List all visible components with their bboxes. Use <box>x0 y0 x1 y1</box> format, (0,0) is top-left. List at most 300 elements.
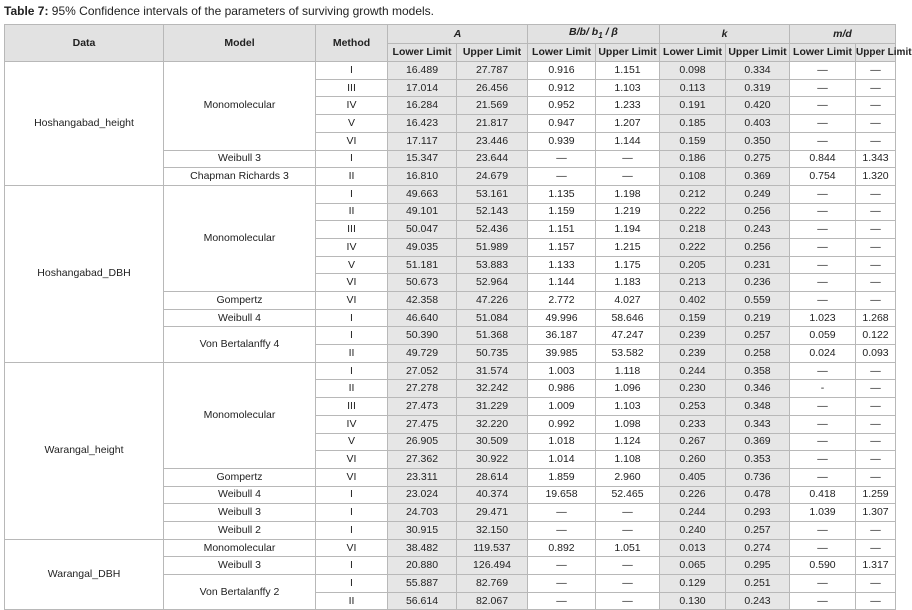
method-cell: IV <box>316 97 388 115</box>
md-lower-cell: — <box>790 451 856 469</box>
md-upper-cell: — <box>856 132 896 150</box>
k-upper-cell: 0.251 <box>726 575 790 593</box>
md-upper-cell: — <box>856 203 896 221</box>
k-lower-cell: 0.244 <box>660 504 726 522</box>
b-lower-cell: 1.009 <box>528 398 596 416</box>
method-cell: I <box>316 486 388 504</box>
b-upper-cell: 52.465 <box>596 486 660 504</box>
b-upper-cell: 1.118 <box>596 362 660 380</box>
a-lower-cell: 24.703 <box>388 504 457 522</box>
md-upper-cell: — <box>856 451 896 469</box>
method-cell: VI <box>316 468 388 486</box>
md-upper-cell: — <box>856 433 896 451</box>
k-lower-cell: 0.065 <box>660 557 726 575</box>
k-upper-cell: 0.319 <box>726 79 790 97</box>
header-A-lower: Lower Limit <box>388 44 457 62</box>
k-lower-cell: 0.233 <box>660 415 726 433</box>
md-upper-cell: — <box>856 380 896 398</box>
method-cell: VI <box>316 132 388 150</box>
k-upper-cell: 0.369 <box>726 433 790 451</box>
model-cell: Monomolecular <box>164 185 316 291</box>
model-cell: Von Bertalanffy 2 <box>164 575 316 610</box>
b-upper-cell: 1.103 <box>596 79 660 97</box>
method-cell: III <box>316 398 388 416</box>
a-lower-cell: 55.887 <box>388 575 457 593</box>
a-lower-cell: 27.278 <box>388 380 457 398</box>
a-upper-cell: 23.644 <box>457 150 528 168</box>
b-upper-cell: 1.198 <box>596 185 660 203</box>
b-lower-cell: 49.996 <box>528 309 596 327</box>
a-lower-cell: 26.905 <box>388 433 457 451</box>
md-lower-cell: — <box>790 433 856 451</box>
b-lower-cell: 0.916 <box>528 62 596 80</box>
method-cell: I <box>316 362 388 380</box>
a-upper-cell: 31.229 <box>457 398 528 416</box>
a-upper-cell: 31.574 <box>457 362 528 380</box>
method-cell: I <box>316 504 388 522</box>
b-lower-cell: — <box>528 150 596 168</box>
b-upper-cell: 1.124 <box>596 433 660 451</box>
k-lower-cell: 0.402 <box>660 292 726 310</box>
a-upper-cell: 32.150 <box>457 521 528 539</box>
md-upper-cell: — <box>856 292 896 310</box>
model-cell: Chapman Richards 3 <box>164 168 316 186</box>
b-lower-cell: — <box>528 168 596 186</box>
model-cell: Gompertz <box>164 468 316 486</box>
confidence-interval-table <box>4 24 912 610</box>
md-lower-cell: 0.418 <box>790 486 856 504</box>
method-cell: IV <box>316 238 388 256</box>
b-lower-cell: 0.892 <box>528 539 596 557</box>
k-lower-cell: 0.267 <box>660 433 726 451</box>
b-lower-cell: 1.859 <box>528 468 596 486</box>
md-lower-cell: — <box>790 575 856 593</box>
k-upper-cell: 0.231 <box>726 256 790 274</box>
md-lower-cell: 0.059 <box>790 327 856 345</box>
k-lower-cell: 0.230 <box>660 380 726 398</box>
md-lower-cell: — <box>790 415 856 433</box>
method-cell: VI <box>316 451 388 469</box>
a-lower-cell: 23.311 <box>388 468 457 486</box>
b-lower-cell: 0.912 <box>528 79 596 97</box>
b-upper-cell: 4.027 <box>596 292 660 310</box>
b-upper-cell: 1.096 <box>596 380 660 398</box>
method-cell: III <box>316 221 388 239</box>
header-B-upper: Upper Limit <box>596 44 660 62</box>
a-lower-cell: 16.423 <box>388 115 457 133</box>
a-upper-cell: 52.436 <box>457 221 528 239</box>
method-cell: II <box>316 380 388 398</box>
md-lower-cell: — <box>790 79 856 97</box>
k-upper-cell: 0.353 <box>726 451 790 469</box>
a-upper-cell: 21.817 <box>457 115 528 133</box>
k-upper-cell: 0.346 <box>726 380 790 398</box>
k-upper-cell: 0.256 <box>726 203 790 221</box>
b-lower-cell: 1.151 <box>528 221 596 239</box>
b-upper-cell: 1.098 <box>596 415 660 433</box>
md-upper-cell: 0.093 <box>856 345 896 363</box>
a-lower-cell: 20.880 <box>388 557 457 575</box>
method-cell: V <box>316 115 388 133</box>
k-lower-cell: 0.218 <box>660 221 726 239</box>
b-lower-cell: 0.992 <box>528 415 596 433</box>
md-upper-cell: 1.307 <box>856 504 896 522</box>
k-lower-cell: 0.253 <box>660 398 726 416</box>
b-upper-cell: — <box>596 521 660 539</box>
md-lower-cell: — <box>790 256 856 274</box>
header-model: Model <box>164 25 316 62</box>
header-md-upper: Upper Limit <box>856 44 896 62</box>
a-upper-cell: 82.067 <box>457 592 528 610</box>
a-upper-cell: 29.471 <box>457 504 528 522</box>
a-upper-cell: 32.220 <box>457 415 528 433</box>
k-upper-cell: 0.257 <box>726 521 790 539</box>
md-upper-cell: — <box>856 256 896 274</box>
k-lower-cell: 0.098 <box>660 62 726 80</box>
b-upper-cell: 1.207 <box>596 115 660 133</box>
k-upper-cell: 0.369 <box>726 168 790 186</box>
method-cell: II <box>316 592 388 610</box>
k-lower-cell: 0.013 <box>660 539 726 557</box>
k-lower-cell: 0.239 <box>660 345 726 363</box>
k-lower-cell: 0.205 <box>660 256 726 274</box>
a-lower-cell: 49.729 <box>388 345 457 363</box>
k-upper-cell: 0.348 <box>726 398 790 416</box>
b-lower-cell: 1.159 <box>528 203 596 221</box>
b-lower-cell: 1.144 <box>528 274 596 292</box>
b-upper-cell: 1.233 <box>596 97 660 115</box>
k-lower-cell: 0.185 <box>660 115 726 133</box>
k-lower-cell: 0.130 <box>660 592 726 610</box>
a-upper-cell: 26.456 <box>457 79 528 97</box>
b-lower-cell: — <box>528 557 596 575</box>
model-cell: Weibull 3 <box>164 150 316 168</box>
a-lower-cell: 38.482 <box>388 539 457 557</box>
a-upper-cell: 23.446 <box>457 132 528 150</box>
header-data: Data <box>5 25 164 62</box>
header-k: k <box>660 25 790 44</box>
md-lower-cell: — <box>790 274 856 292</box>
b-lower-cell: — <box>528 592 596 610</box>
header-B-lower: Lower Limit <box>528 44 596 62</box>
header-B-sub: 1 <box>598 31 603 41</box>
a-upper-cell: 126.494 <box>457 557 528 575</box>
k-upper-cell: 0.257 <box>726 327 790 345</box>
k-lower-cell: 0.113 <box>660 79 726 97</box>
method-cell: I <box>316 575 388 593</box>
header-md-lower: Lower Limit <box>790 44 856 62</box>
md-lower-cell: 0.754 <box>790 168 856 186</box>
md-lower-cell: 0.590 <box>790 557 856 575</box>
method-cell: I <box>316 557 388 575</box>
method-cell: VI <box>316 539 388 557</box>
k-lower-cell: 0.186 <box>660 150 726 168</box>
md-upper-cell: — <box>856 62 896 80</box>
a-lower-cell: 46.640 <box>388 309 457 327</box>
md-upper-cell: 0.122 <box>856 327 896 345</box>
header-A-upper: Upper Limit <box>457 44 528 62</box>
a-upper-cell: 53.161 <box>457 185 528 203</box>
a-lower-cell: 50.390 <box>388 327 457 345</box>
k-upper-cell: 0.350 <box>726 132 790 150</box>
a-upper-cell: 21.569 <box>457 97 528 115</box>
b-upper-cell: 1.219 <box>596 203 660 221</box>
a-upper-cell: 40.374 <box>457 486 528 504</box>
md-lower-cell: — <box>790 539 856 557</box>
data-cell: Hoshangabad_DBH <box>5 185 164 362</box>
b-lower-cell: 0.952 <box>528 97 596 115</box>
k-lower-cell: 0.222 <box>660 203 726 221</box>
b-lower-cell: 39.985 <box>528 345 596 363</box>
md-lower-cell: — <box>790 521 856 539</box>
b-lower-cell: 2.772 <box>528 292 596 310</box>
model-cell: Weibull 4 <box>164 486 316 504</box>
a-upper-cell: 51.989 <box>457 238 528 256</box>
model-cell: Gompertz <box>164 292 316 310</box>
a-upper-cell: 24.679 <box>457 168 528 186</box>
model-cell: Von Bertalanffy 4 <box>164 327 316 362</box>
model-cell: Weibull 3 <box>164 504 316 522</box>
k-lower-cell: 0.226 <box>660 486 726 504</box>
table-row <box>5 185 896 203</box>
md-upper-cell: — <box>856 592 896 610</box>
a-lower-cell: 23.024 <box>388 486 457 504</box>
md-lower-cell: — <box>790 185 856 203</box>
b-upper-cell: 1.175 <box>596 256 660 274</box>
md-lower-cell: 1.023 <box>790 309 856 327</box>
k-upper-cell: 0.274 <box>726 539 790 557</box>
data-cell: Warangal_DBH <box>5 539 164 610</box>
b-upper-cell: 1.215 <box>596 238 660 256</box>
b-upper-cell: — <box>596 504 660 522</box>
md-upper-cell: 1.259 <box>856 486 896 504</box>
a-upper-cell: 52.964 <box>457 274 528 292</box>
table-row <box>5 362 896 380</box>
k-lower-cell: 0.240 <box>660 521 726 539</box>
k-upper-cell: 0.219 <box>726 309 790 327</box>
b-lower-cell: 19.658 <box>528 486 596 504</box>
k-lower-cell: 0.212 <box>660 185 726 203</box>
md-lower-cell: 1.039 <box>790 504 856 522</box>
a-lower-cell: 27.362 <box>388 451 457 469</box>
method-cell: I <box>316 309 388 327</box>
b-upper-cell: 1.144 <box>596 132 660 150</box>
md-lower-cell: — <box>790 115 856 133</box>
model-cell: Weibull 4 <box>164 309 316 327</box>
b-upper-cell: 1.194 <box>596 221 660 239</box>
md-lower-cell: — <box>790 203 856 221</box>
method-cell: V <box>316 256 388 274</box>
b-lower-cell: 1.157 <box>528 238 596 256</box>
model-cell: Weibull 3 <box>164 557 316 575</box>
b-lower-cell: 36.187 <box>528 327 596 345</box>
md-lower-cell: — <box>790 221 856 239</box>
method-cell: II <box>316 345 388 363</box>
data-cell: Warangal_height <box>5 362 164 539</box>
md-lower-cell: — <box>790 62 856 80</box>
method-cell: IV <box>316 415 388 433</box>
a-upper-cell: 53.883 <box>457 256 528 274</box>
header-B-main: B/b/ b <box>569 26 599 38</box>
k-lower-cell: 0.222 <box>660 238 726 256</box>
k-upper-cell: 0.249 <box>726 185 790 203</box>
md-upper-cell: — <box>856 362 896 380</box>
a-upper-cell: 82.769 <box>457 575 528 593</box>
md-upper-cell: — <box>856 221 896 239</box>
b-lower-cell: 1.018 <box>528 433 596 451</box>
method-cell: III <box>316 79 388 97</box>
b-upper-cell: 58.646 <box>596 309 660 327</box>
a-lower-cell: 16.284 <box>388 97 457 115</box>
k-upper-cell: 0.478 <box>726 486 790 504</box>
header-method: Method <box>316 25 388 62</box>
k-lower-cell: 0.191 <box>660 97 726 115</box>
data-cell: Hoshangabad_height <box>5 62 164 186</box>
a-lower-cell: 27.475 <box>388 415 457 433</box>
md-upper-cell: — <box>856 238 896 256</box>
a-lower-cell: 16.810 <box>388 168 457 186</box>
a-upper-cell: 27.787 <box>457 62 528 80</box>
b-upper-cell: — <box>596 557 660 575</box>
a-upper-cell: 50.735 <box>457 345 528 363</box>
k-lower-cell: 0.405 <box>660 468 726 486</box>
md-lower-cell: — <box>790 592 856 610</box>
table-row <box>5 539 896 557</box>
a-lower-cell: 30.915 <box>388 521 457 539</box>
a-upper-cell: 30.922 <box>457 451 528 469</box>
a-lower-cell: 17.014 <box>388 79 457 97</box>
model-cell: Monomolecular <box>164 539 316 557</box>
k-upper-cell: 0.295 <box>726 557 790 575</box>
b-lower-cell: — <box>528 521 596 539</box>
method-cell: II <box>316 203 388 221</box>
md-upper-cell: — <box>856 115 896 133</box>
k-upper-cell: 0.243 <box>726 221 790 239</box>
a-lower-cell: 27.052 <box>388 362 457 380</box>
method-cell: VI <box>316 274 388 292</box>
b-lower-cell: 0.986 <box>528 380 596 398</box>
k-upper-cell: 0.559 <box>726 292 790 310</box>
k-upper-cell: 0.243 <box>726 592 790 610</box>
k-lower-cell: 0.159 <box>660 132 726 150</box>
model-cell: Monomolecular <box>164 62 316 150</box>
a-upper-cell: 51.368 <box>457 327 528 345</box>
header-B-tail: / β <box>602 26 618 38</box>
k-upper-cell: 0.403 <box>726 115 790 133</box>
b-upper-cell: — <box>596 168 660 186</box>
md-lower-cell: — <box>790 132 856 150</box>
md-upper-cell: — <box>856 468 896 486</box>
method-cell: VI <box>316 292 388 310</box>
md-lower-cell: — <box>790 238 856 256</box>
md-upper-cell: — <box>856 415 896 433</box>
md-upper-cell: — <box>856 185 896 203</box>
method-cell: II <box>316 168 388 186</box>
a-upper-cell: 51.084 <box>457 309 528 327</box>
method-cell: I <box>316 521 388 539</box>
k-upper-cell: 0.256 <box>726 238 790 256</box>
a-lower-cell: 49.035 <box>388 238 457 256</box>
md-upper-cell: — <box>856 97 896 115</box>
md-upper-cell: — <box>856 79 896 97</box>
header-k-lower: Lower Limit <box>660 44 726 62</box>
method-cell: I <box>316 62 388 80</box>
header-A: A <box>388 25 528 44</box>
b-upper-cell: 53.582 <box>596 345 660 363</box>
md-upper-cell: — <box>856 398 896 416</box>
table-row <box>5 62 896 80</box>
a-upper-cell: 47.226 <box>457 292 528 310</box>
md-upper-cell: 1.317 <box>856 557 896 575</box>
a-upper-cell: 28.614 <box>457 468 528 486</box>
a-lower-cell: 50.047 <box>388 221 457 239</box>
b-lower-cell: 1.003 <box>528 362 596 380</box>
a-upper-cell: 32.242 <box>457 380 528 398</box>
b-upper-cell: — <box>596 575 660 593</box>
caption-label: Table 7: <box>4 4 49 18</box>
model-cell: Weibull 2 <box>164 521 316 539</box>
k-lower-cell: 0.129 <box>660 575 726 593</box>
b-lower-cell: — <box>528 504 596 522</box>
k-upper-cell: 0.334 <box>726 62 790 80</box>
method-cell: I <box>316 150 388 168</box>
k-lower-cell: 0.108 <box>660 168 726 186</box>
model-cell: Monomolecular <box>164 362 316 468</box>
md-upper-cell: — <box>856 521 896 539</box>
md-upper-cell: — <box>856 274 896 292</box>
a-lower-cell: 17.117 <box>388 132 457 150</box>
table-body <box>5 62 896 610</box>
md-lower-cell: - <box>790 380 856 398</box>
b-lower-cell: 1.014 <box>528 451 596 469</box>
a-upper-cell: 52.143 <box>457 203 528 221</box>
md-lower-cell: 0.024 <box>790 345 856 363</box>
k-upper-cell: 0.258 <box>726 345 790 363</box>
k-lower-cell: 0.239 <box>660 327 726 345</box>
table-caption <box>4 4 434 18</box>
k-upper-cell: 0.736 <box>726 468 790 486</box>
k-upper-cell: 0.275 <box>726 150 790 168</box>
md-lower-cell: — <box>790 292 856 310</box>
b-upper-cell: 47.247 <box>596 327 660 345</box>
b-upper-cell: — <box>596 592 660 610</box>
k-upper-cell: 0.358 <box>726 362 790 380</box>
k-upper-cell: 0.293 <box>726 504 790 522</box>
a-lower-cell: 51.181 <box>388 256 457 274</box>
b-lower-cell: 1.133 <box>528 256 596 274</box>
md-upper-cell: — <box>856 539 896 557</box>
b-upper-cell: — <box>596 150 660 168</box>
k-lower-cell: 0.213 <box>660 274 726 292</box>
md-upper-cell: 1.268 <box>856 309 896 327</box>
k-upper-cell: 0.420 <box>726 97 790 115</box>
b-upper-cell: 1.183 <box>596 274 660 292</box>
md-upper-cell: 1.320 <box>856 168 896 186</box>
md-upper-cell: 1.343 <box>856 150 896 168</box>
k-lower-cell: 0.159 <box>660 309 726 327</box>
b-upper-cell: 1.151 <box>596 62 660 80</box>
b-upper-cell: 1.051 <box>596 539 660 557</box>
a-lower-cell: 49.663 <box>388 185 457 203</box>
a-lower-cell: 27.473 <box>388 398 457 416</box>
a-lower-cell: 42.358 <box>388 292 457 310</box>
b-lower-cell: 0.939 <box>528 132 596 150</box>
md-lower-cell: — <box>790 362 856 380</box>
a-lower-cell: 15.347 <box>388 150 457 168</box>
a-lower-cell: 56.614 <box>388 592 457 610</box>
a-lower-cell: 50.673 <box>388 274 457 292</box>
k-lower-cell: 0.244 <box>660 362 726 380</box>
